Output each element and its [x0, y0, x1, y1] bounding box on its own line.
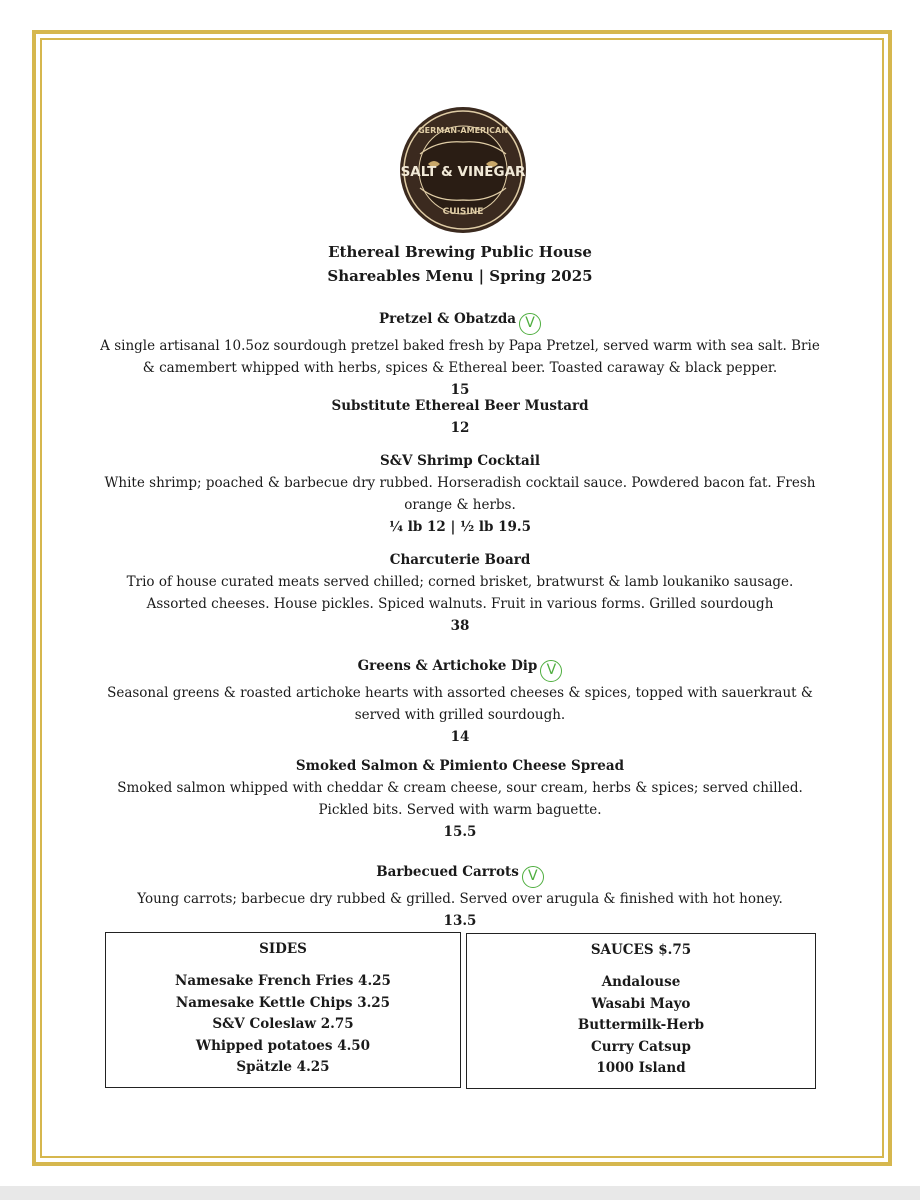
sauces-box	[466, 933, 816, 1089]
side-item: Namesake Kettle Chips 3.25	[175, 994, 391, 1011]
menu-item-mustard	[100, 395, 820, 439]
vegetarian-icon: V	[540, 660, 562, 682]
menu-subtitle: Shareables Menu | Spring 2025	[327, 267, 593, 285]
item-description: White shrimp; poached & barbecue dry rubbed. Horseradish cocktail sauce. Powdered bacon fat. Fresh orange & herbs.	[104, 475, 816, 513]
item-price: 14	[450, 729, 470, 745]
menu-item-shrimp-cocktail	[100, 450, 820, 538]
sauces-list	[467, 972, 815, 1080]
item-name: Smoked Salmon & Pimiento Cheese Spread	[295, 758, 625, 774]
menu-item-carrots	[100, 861, 820, 932]
logo-top-text: GERMAN-AMERICAN	[418, 126, 508, 135]
item-name: S&V Shrimp Cocktail	[380, 453, 540, 469]
sides-box	[105, 932, 461, 1088]
item-price: 38	[450, 618, 470, 634]
sauce-item: Curry Catsup	[591, 1038, 691, 1055]
item-name: Greens & Artichoke Dip	[357, 658, 538, 674]
sides-list	[106, 971, 460, 1079]
side-item: Spätzle 4.25	[236, 1059, 330, 1076]
vegetarian-icon: V	[519, 313, 541, 335]
item-description: A single artisanal 10.5oz sourdough pretzel baked fresh by Papa Pretzel, served warm with sea salt. Brie & camembert whipped with herbs, spices & Ethereal beer. Toasted caraway & black pepper.	[100, 338, 820, 376]
item-description: Trio of house curated meats served chilled; corned brisket, bratwurst & lamb loukaniko sausage. Assorted cheeses. House pickles. Spiced walnuts. Fruit in various forms. Grilled sourdough	[126, 574, 794, 612]
page-bottom-edge	[0, 1186, 920, 1200]
item-description: Seasonal greens & roasted artichoke hearts with assorted cheeses & spices, topped with sauerkraut & served with grilled sourdough.	[107, 685, 813, 723]
item-name: Barbecued Carrots	[376, 864, 519, 880]
sauces-title: SAUCES $.75	[590, 942, 692, 958]
sides-title: SIDES	[259, 941, 307, 957]
vegetarian-icon: V	[522, 866, 544, 888]
item-price: 13.5	[443, 913, 477, 929]
item-description: Young carrots; barbecue dry rubbed & grilled. Served over arugula & finished with hot honey.	[137, 891, 783, 907]
menu-item-pretzel	[100, 308, 820, 401]
side-item: S&V Coleslaw 2.75	[212, 1016, 354, 1033]
item-description: Smoked salmon whipped with cheddar & cream cheese, sour cream, herbs & spices; served chilled. Pickled bits. Served with warm baguette.	[117, 780, 803, 818]
side-item: Namesake French Fries 4.25	[175, 973, 391, 989]
item-price: 15	[450, 382, 470, 398]
salt-and-vinegar-logo	[398, 104, 528, 236]
sauce-item: Wasabi Mayo	[591, 995, 691, 1012]
sauce-item: Buttermilk-Herb	[577, 1017, 705, 1034]
item-name: Pretzel & Obatzda	[378, 311, 517, 327]
item-name: Substitute Ethereal Beer Mustard	[331, 398, 589, 414]
item-name: Charcuterie Board	[389, 552, 531, 568]
menu-item-smoked-salmon	[100, 755, 820, 843]
logo-main-text: SALT & VINEGAR	[400, 164, 526, 180]
logo-bottom-text: CUISINE	[442, 207, 484, 217]
venue-name: Ethereal Brewing Public House	[328, 243, 592, 261]
sauce-item: Andalouse	[601, 974, 681, 990]
item-price: 15.5	[443, 824, 477, 840]
sauce-item: 1000 Island	[596, 1060, 686, 1077]
menu-item-artichoke-dip	[100, 655, 820, 748]
item-price: ¼ lb 12 | ½ lb 19.5	[388, 519, 532, 535]
menu-item-charcuterie	[100, 549, 820, 637]
side-item: Whipped potatoes 4.50	[195, 1037, 371, 1054]
item-price: 12	[450, 420, 470, 436]
menu-header	[100, 240, 820, 288]
